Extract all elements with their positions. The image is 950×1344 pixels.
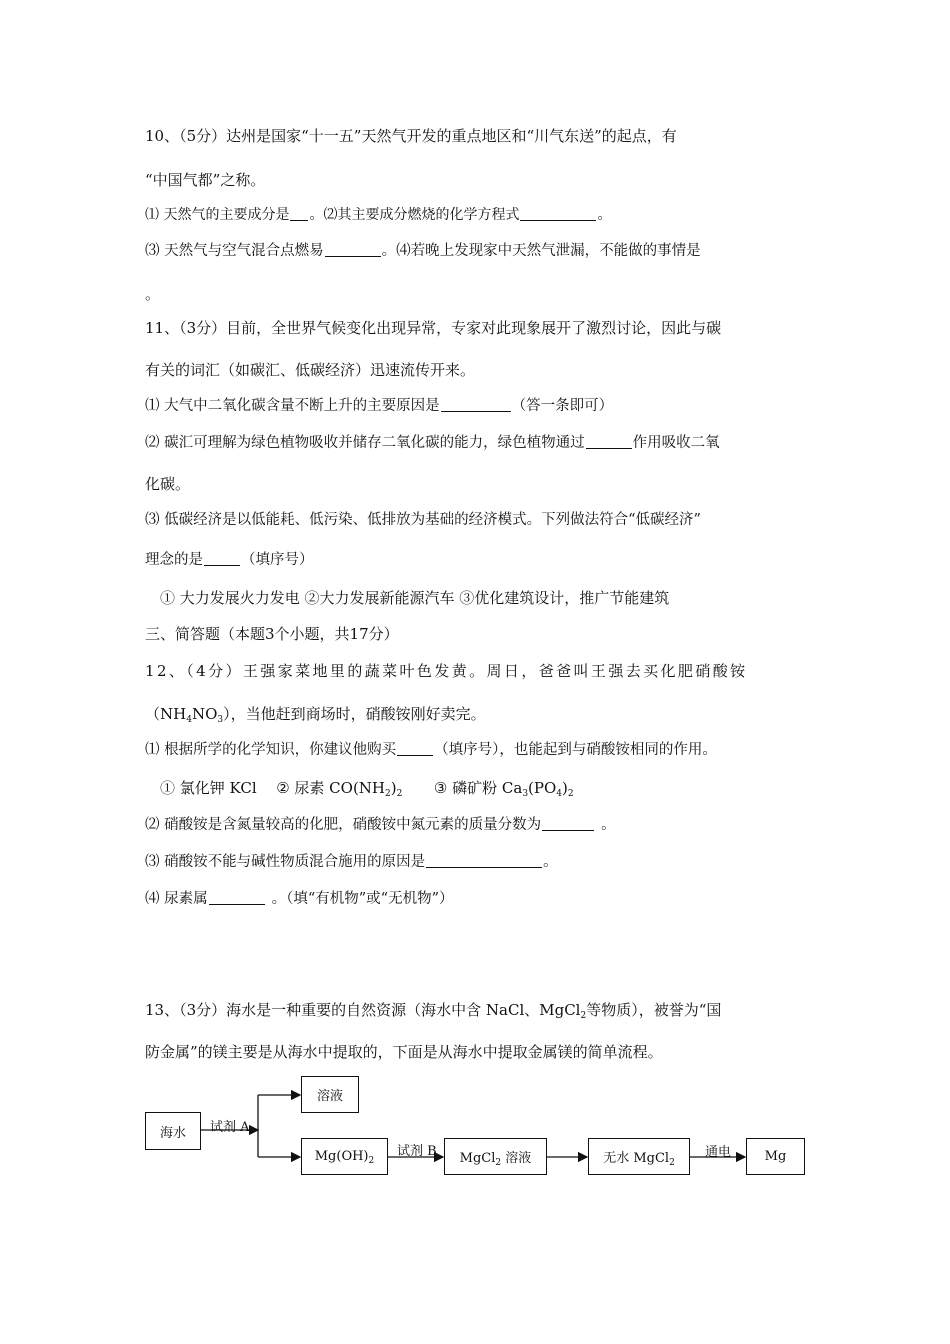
solution-box: 溶液: [301, 1076, 359, 1113]
q10-line2: “中国气都”之称。: [145, 171, 266, 189]
q11-part3: ⑶ 低碳经济是以低能耗、低污染、低排放为基础的经济模式。下列做法符合“低碳经济”: [145, 512, 701, 528]
q12-line1: 12、（4分）王强家菜地里的蔬菜叶色发黄。周日，爸爸叫王强去买化肥硝酸铵: [145, 662, 748, 680]
electrolysis-label: 通电: [705, 1145, 732, 1160]
q11-part2: ⑵ 碳汇可理解为绿色植物吸收并储存二氧化碳的能力，绿色植物通过 作用吸收二氧: [145, 435, 720, 451]
q12-part2: ⑵ 硝酸铵是含氮量较高的化肥，硝酸铵中氮元素的质量分数为 。: [145, 817, 616, 833]
anhydrous-mgcl2-box: 无水 MgCl$_2$: [588, 1138, 690, 1175]
mgcl2-solution-box: MgCl$_2$ 溶液: [444, 1138, 547, 1175]
reagent-b-label: 试剂 B: [397, 1144, 437, 1159]
q12-options: ① 氯化钾 KCl ② 尿素 $CO(NH_2)_2$ ③ 磷矿粉 $Ca_3(PO_4)_2$: [160, 779, 574, 799]
q11-line1: 11、（3分）目前，全世界气候变化出现异常，专家对此现象展开了激烈讨论，因此与碳: [145, 319, 722, 337]
q10-part3-4: ⑶ 天然气与空气混合点燃易 。⑷若晚上发现家中天然气泄漏，不能做的事情是: [145, 243, 701, 259]
q10-part1-2: ⑴ 天然气的主要成分是 。⑵其主要成分燃烧的化学方程式 。: [145, 207, 612, 223]
q11-part3-cont: 理念的是 （填序号）: [145, 552, 314, 568]
reagent-a-label: 试剂 A: [210, 1120, 250, 1135]
q10-line1: 10、（5分）达州是国家“十一五”天然气开发的重点地区和“川气东送”的起点，有: [145, 127, 677, 145]
mgoh2-box: $Mg(OH)_2$: [301, 1138, 388, 1175]
q10-end-mark: 。: [145, 285, 161, 303]
section-heading: 三、简答题（本题3个小题，共17分）: [145, 625, 399, 643]
q13-line1: 13、（3分）海水是一种重要的自然资源（海水中含 NaCl、MgCl$_2$等物质），被誉为“国: [145, 1001, 722, 1021]
q11-part1: ⑴ 大气中二氧化碳含量不断上升的主要原因是 （答一条即可）: [145, 398, 614, 414]
q12-part3: ⑶ 硝酸铵不能与碱性物质混合施用的原因是 。: [145, 854, 558, 870]
q11-options: ① 大力发展火力发电 ②大力发展新能源汽车 ③优化建筑设计，推广节能建筑: [160, 589, 670, 607]
seawater-box: 海水: [145, 1112, 201, 1150]
q12-part4: ⑷ 尿素属 。（填“有机物”或“无机物”）: [145, 891, 454, 907]
q12-part1: ⑴ 根据所学的化学知识，你建议他购买 （填序号），也能起到与硝酸铵相同的作用。: [145, 742, 717, 758]
q11-part2-cont: 化碳。: [145, 475, 191, 493]
q13-line2: 防金属”的镁主要是从海水中提取的，下面是从海水中提取金属镁的简单流程。: [145, 1043, 663, 1061]
mg-box: Mg: [746, 1138, 805, 1175]
q12-line2: $(NH_4NO_3)$，当他赶到商场时，硝酸铵刚好卖完。: [145, 705, 486, 725]
q11-line2: 有关的词汇（如碳汇、低碳经济）迅速流传开来。: [145, 361, 476, 379]
